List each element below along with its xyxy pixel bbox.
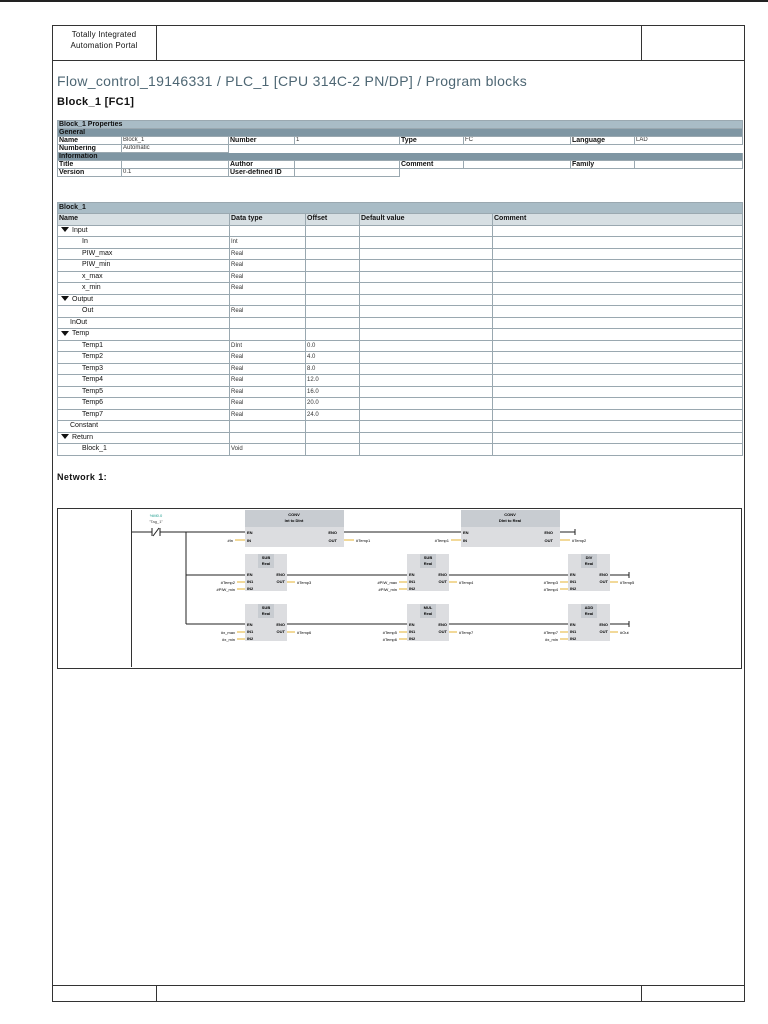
interface-name: Temp4 [82, 376, 104, 384]
interface-comment-cell [493, 283, 743, 295]
div1-name: DIV [585, 555, 593, 560]
interface-default-cell [360, 375, 493, 387]
interface-default-cell [360, 386, 493, 398]
interface-name: Temp2 [82, 353, 104, 361]
type-value: FC [464, 137, 571, 145]
add1-en: EN [570, 622, 576, 627]
div1-type: Real [584, 561, 594, 566]
interface-comment-cell [493, 306, 743, 318]
interface-name-cell [58, 248, 230, 260]
div1-in1-operand: #Temp3 [543, 580, 558, 585]
interface-type-cell: Real [230, 352, 306, 364]
title-value [122, 161, 229, 169]
col-type-header: Data type [230, 214, 306, 226]
interface-type-cell: Void [230, 444, 306, 456]
interface-default-cell [360, 294, 493, 306]
sub2-out: OUT [438, 579, 447, 584]
version-spacer [400, 169, 743, 177]
conv1-type: Int to DInt [284, 518, 304, 523]
interface-comment-cell [493, 398, 743, 410]
interface-name: InOut [70, 318, 88, 326]
mul1-out-operand: #Temp7 [459, 630, 474, 635]
interface-type-cell [230, 225, 306, 237]
interface-offset-cell [306, 283, 360, 295]
userid-label: User-defined ID [229, 169, 295, 177]
interface-row[interactable] [58, 271, 743, 283]
sub1-eno: ENO [276, 572, 285, 577]
interface-name-cell [58, 225, 230, 237]
interface-name: Temp1 [82, 341, 104, 349]
interface-name: PIW_min [82, 261, 111, 269]
interface-row[interactable] [58, 444, 743, 456]
sub1-out: OUT [276, 579, 285, 584]
interface-name-cell [58, 398, 230, 410]
contact-address: %M0.0 [149, 513, 163, 518]
header-middle-cell [157, 25, 642, 61]
interface-comment-cell [493, 432, 743, 444]
interface-comment-cell [493, 225, 743, 237]
col-name-header: Name [58, 214, 230, 226]
interface-row[interactable] [58, 237, 743, 249]
interface-offset-cell [306, 294, 360, 306]
interface-comment-cell [493, 375, 743, 387]
interface-type-cell [230, 317, 306, 329]
interface-default-cell [360, 409, 493, 421]
interface-name: PIW_max [82, 249, 113, 257]
interface-default-cell [360, 444, 493, 456]
interface-comment-cell [493, 352, 743, 364]
ladder-diagram [57, 508, 742, 669]
name-label: Name [58, 137, 122, 145]
interface-name-cell [58, 352, 230, 364]
top-rule [0, 0, 768, 2]
div1-eno: ENO [599, 572, 608, 577]
interface-row[interactable] [58, 248, 743, 260]
sub3-out: OUT [276, 629, 285, 634]
div1-out: OUT [599, 579, 608, 584]
mul1-type: Real [423, 611, 433, 616]
interface-default-cell [360, 283, 493, 295]
interface-row[interactable] [58, 317, 743, 329]
interface-offset-cell [306, 329, 360, 341]
sub3-in1-operand: #x_max [220, 630, 235, 635]
sub2-in1-operand: #PIW_max [377, 580, 397, 585]
interface-name-cell [58, 306, 230, 318]
interface-offset-cell: 4.0 [306, 352, 360, 364]
interface-name-cell [58, 444, 230, 456]
conv1-en: EN [247, 530, 253, 535]
sub1-in1-operand: #Temp2 [220, 580, 235, 585]
interface-name-cell [58, 283, 230, 295]
general-subheader: General [58, 129, 743, 137]
sub2-in1: IN1 [409, 579, 416, 584]
sub1-in2: IN2 [247, 586, 254, 591]
mul1-eno: ENO [438, 622, 447, 627]
interface-type-cell: DInt [230, 340, 306, 352]
interface-type-cell: Real [230, 306, 306, 318]
sub3-in1: IN1 [247, 629, 254, 634]
col-offset-header: Offset [306, 214, 360, 226]
interface-offset-cell [306, 248, 360, 260]
interface-table [57, 202, 743, 456]
sub3-type: Real [261, 611, 271, 616]
interface-offset-cell: 20.0 [306, 398, 360, 410]
interface-name: Constant [70, 422, 99, 430]
conv2-name: CONV [504, 512, 516, 517]
interface-default-cell [360, 432, 493, 444]
interface-comment-cell [493, 421, 743, 433]
interface-name: Temp7 [82, 410, 104, 418]
interface-row[interactable] [58, 386, 743, 398]
number-value: 1 [295, 137, 400, 145]
interface-row[interactable] [58, 363, 743, 375]
properties-table [57, 120, 743, 177]
interface-row[interactable] [58, 283, 743, 295]
add1-out-operand: #Out [620, 630, 629, 635]
footer-left-cell [52, 985, 157, 1002]
interface-default-cell [360, 237, 493, 249]
interface-default-cell [360, 317, 493, 329]
interface-row[interactable] [58, 225, 743, 237]
interface-comment-cell [493, 237, 743, 249]
author-label: Author [229, 161, 295, 169]
information-subheader: Information [58, 153, 743, 161]
interface-row[interactable] [58, 409, 743, 421]
contact-tag: "Tag_1" [149, 519, 163, 524]
interface-comment-cell [493, 260, 743, 272]
conv1-eno: ENO [328, 530, 337, 535]
interface-offset-cell [306, 421, 360, 433]
interface-type-cell: Real [230, 375, 306, 387]
interface-row[interactable] [58, 260, 743, 272]
interface-offset-cell: 16.0 [306, 386, 360, 398]
interface-name-cell [58, 363, 230, 375]
div1-en: EN [570, 572, 576, 577]
interface-comment-cell [493, 409, 743, 421]
footer-middle-cell [157, 985, 642, 1002]
interface-offset-cell [306, 237, 360, 249]
interface-offset-cell [306, 306, 360, 318]
sub3-name: SUB [261, 605, 271, 610]
interface-name: Temp6 [82, 399, 104, 407]
number-label: Number [229, 137, 295, 145]
div1-in2-operand: #Temp4 [543, 587, 558, 592]
conv2-out: OUT [544, 538, 553, 543]
interface-default-cell [360, 329, 493, 341]
author-value [295, 161, 400, 169]
interface-type-cell [230, 432, 306, 444]
interface-default-cell [360, 363, 493, 375]
interface-default-cell [360, 398, 493, 410]
block-title: Block_1 [FC1] [57, 96, 135, 108]
sub1-in2-operand: #PIW_min [216, 587, 235, 592]
interface-name: Return [72, 433, 94, 441]
version-value: 0.1 [122, 169, 229, 177]
interface-offset-cell [306, 444, 360, 456]
interface-name: x_max [82, 272, 103, 280]
conv1-out: OUT [328, 538, 337, 543]
mul1-in1: IN1 [409, 629, 416, 634]
interface-name: Temp5 [82, 387, 104, 395]
conv1-in: IN [247, 538, 251, 543]
header-right-cell [642, 25, 745, 61]
conv2-in: IN [463, 538, 467, 543]
interface-offset-cell: 8.0 [306, 363, 360, 375]
sub3-out-operand: #Temp6 [297, 630, 312, 635]
conv2-in-operand: #Temp1 [434, 538, 449, 543]
sub2-en: EN [409, 572, 415, 577]
interface-type-cell: Real [230, 363, 306, 375]
sub2-out-operand: #Temp4 [459, 580, 474, 585]
interface-default-cell [360, 260, 493, 272]
interface-offset-cell [306, 317, 360, 329]
expand-triangle-icon[interactable] [61, 434, 69, 439]
numbering-label: Numbering [58, 145, 122, 153]
interface-name: Out [82, 307, 94, 315]
interface-offset-cell: 24.0 [306, 409, 360, 421]
title-label: Title [58, 161, 122, 169]
col-comment-header: Comment [493, 214, 743, 226]
interface-row[interactable] [58, 398, 743, 410]
interface-comment-cell [493, 317, 743, 329]
mul1-out: OUT [438, 629, 447, 634]
version-label: Version [58, 169, 122, 177]
interface-name: Output [72, 295, 94, 303]
interface-name-cell [58, 329, 230, 341]
header-line-2: Automation Portal [70, 41, 138, 50]
language-value: LAD [635, 137, 743, 145]
interface-name-cell [58, 409, 230, 421]
mul1-in2-operand: #Temp6 [382, 637, 397, 642]
interface-default-cell [360, 421, 493, 433]
interface-default-cell [360, 271, 493, 283]
sub3-in2: IN2 [247, 636, 254, 641]
add1-in2-operand: #x_min [545, 637, 558, 642]
interface-comment-cell [493, 363, 743, 375]
interface-comment-cell [493, 248, 743, 260]
sub3-in2-operand: #x_min [222, 637, 235, 642]
sub1-in1: IN1 [247, 579, 254, 584]
interface-row[interactable] [58, 306, 743, 318]
interface-type-cell: Real [230, 283, 306, 295]
interface-type-cell: Real [230, 398, 306, 410]
mul1-en: EN [409, 622, 415, 627]
sub2-eno: ENO [438, 572, 447, 577]
div1-out-operand: #Temp5 [620, 580, 635, 585]
sub1-type: Real [261, 561, 271, 566]
col-default-header: Default value [360, 214, 493, 226]
interface-offset-cell: 12.0 [306, 375, 360, 387]
interface-comment-cell [493, 329, 743, 341]
conv1-out-operand: #Temp1 [356, 538, 371, 543]
type-label: Type [400, 137, 464, 145]
interface-default-cell [360, 352, 493, 364]
normally-closed-contact[interactable] [152, 528, 160, 536]
language-label: Language [571, 137, 635, 145]
add1-in1: IN1 [570, 629, 577, 634]
sub3-eno: ENO [276, 622, 285, 627]
interface-name-cell [58, 432, 230, 444]
interface-comment-cell [493, 386, 743, 398]
interface-row[interactable] [58, 329, 743, 341]
interface-offset-cell [306, 271, 360, 283]
add1-in2: IN2 [570, 636, 577, 641]
expand-triangle-icon[interactable] [61, 296, 69, 301]
comment-value [464, 161, 571, 169]
interface-type-cell [230, 421, 306, 433]
interface-name-cell [58, 340, 230, 352]
div1-in1: IN1 [570, 579, 577, 584]
conv2-out-operand: #Temp2 [572, 538, 587, 543]
interface-type-cell: Int [230, 237, 306, 249]
sub1-name: SUB [261, 555, 271, 560]
interface-row[interactable] [58, 352, 743, 364]
mul1-in2: IN2 [409, 636, 416, 641]
interface-comment-cell [493, 271, 743, 283]
div1-in2: IN2 [570, 586, 577, 591]
interface-row[interactable] [58, 421, 743, 433]
interface-default-cell [360, 306, 493, 318]
family-label: Family [571, 161, 635, 169]
interface-row[interactable] [58, 432, 743, 444]
interface-section-header: Block_1 [58, 203, 743, 214]
interface-row[interactable] [58, 294, 743, 306]
conv2-en: EN [463, 530, 469, 535]
properties-section-header: Block_1 Properties [58, 121, 743, 129]
interface-name-cell [58, 294, 230, 306]
conv1-name: CONV [288, 512, 300, 517]
header-product-cell [52, 25, 157, 61]
page-title: Flow_control_19146331 / PLC_1 [CPU 314C-2 PN/DP] / Program blocks [57, 73, 528, 89]
interface-name-cell [58, 421, 230, 433]
interface-type-cell: Real [230, 271, 306, 283]
name-value: Block_1 [122, 137, 229, 145]
conv2-eno: ENO [544, 530, 553, 535]
numbering-spacer [229, 145, 743, 153]
interface-offset-cell [306, 432, 360, 444]
interface-type-cell: Real [230, 409, 306, 421]
add1-eno: ENO [599, 622, 608, 627]
add1-out: OUT [599, 629, 608, 634]
add1-in1-operand: #Temp7 [543, 630, 558, 635]
interface-name: Input [72, 226, 88, 234]
sub2-type: Real [423, 561, 433, 566]
interface-offset-cell [306, 260, 360, 272]
userid-value [295, 169, 400, 177]
numbering-value: Automatic [122, 145, 229, 153]
interface-row[interactable] [58, 340, 743, 352]
interface-name-cell [58, 271, 230, 283]
interface-name-cell [58, 317, 230, 329]
network-title: Network 1: [57, 472, 108, 482]
interface-type-cell [230, 294, 306, 306]
sub1-en: EN [247, 572, 253, 577]
mul1-name: MUL [423, 605, 433, 610]
interface-name: Temp [72, 330, 90, 338]
sub3-en: EN [247, 622, 253, 627]
interface-name-cell [58, 375, 230, 387]
interface-comment-cell [493, 294, 743, 306]
interface-name: In [82, 238, 88, 246]
expand-triangle-icon[interactable] [61, 227, 69, 232]
family-value [635, 161, 743, 169]
interface-name: Temp3 [82, 364, 104, 372]
interface-name: Block_1 [82, 445, 107, 453]
conv1-in-operand: #In [227, 538, 233, 543]
sub2-in2: IN2 [409, 586, 416, 591]
expand-triangle-icon[interactable] [61, 331, 69, 336]
interface-comment-cell [493, 444, 743, 456]
interface-offset-cell [306, 225, 360, 237]
interface-type-cell: Real [230, 260, 306, 272]
add1-type: Real [584, 611, 594, 616]
interface-default-cell [360, 248, 493, 260]
interface-row[interactable] [58, 375, 743, 387]
interface-name-cell [58, 386, 230, 398]
interface-name: x_min [82, 284, 101, 292]
sub2-in2-operand: #PIW_min [378, 587, 397, 592]
interface-comment-cell [493, 340, 743, 352]
add1-name: ADD [584, 605, 594, 610]
sub1-out-operand: #Temp3 [297, 580, 312, 585]
interface-name-cell [58, 260, 230, 272]
interface-type-cell: Real [230, 386, 306, 398]
interface-type-cell [230, 329, 306, 341]
interface-default-cell [360, 340, 493, 352]
interface-default-cell [360, 225, 493, 237]
comment-label: Comment [400, 161, 464, 169]
conv2-type: DInt to Real [498, 518, 522, 523]
sub2-name: SUB [423, 555, 433, 560]
interface-offset-cell: 0.0 [306, 340, 360, 352]
interface-name-cell [58, 237, 230, 249]
footer-right-cell [642, 985, 745, 1002]
header-line-1: Totally Integrated [71, 30, 137, 39]
interface-type-cell: Real [230, 248, 306, 260]
mul1-in1-operand: #Temp5 [382, 630, 397, 635]
